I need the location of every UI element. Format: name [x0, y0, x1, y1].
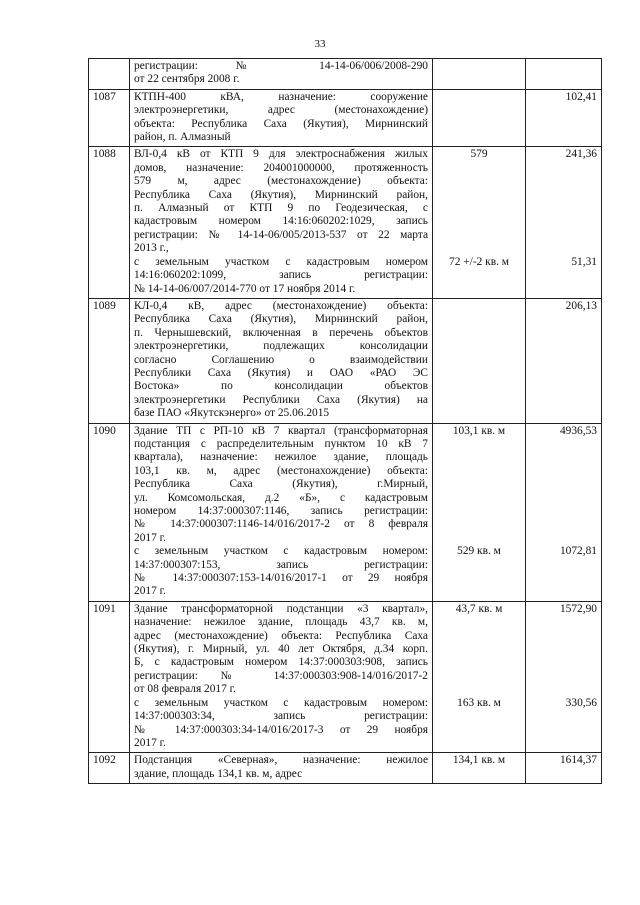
table-row: [89, 298, 602, 423]
land-plot-line: № 14:37:000307:153-14/016/2017-1 от 29 ноября: [134, 572, 428, 585]
object-size: 103,1 кв. м: [452, 424, 506, 437]
description-line: здание, площадь 134,1 кв. м, адрес: [134, 767, 303, 780]
description-line: электроэнергетики, адрес (местонахождение): [134, 104, 428, 117]
land-plot-line: с земельным участком с кадастровым номером: [134, 255, 428, 268]
property-registry-table: [88, 58, 602, 784]
description-line: регистрации: № 14:37:000303:908-14/016/2017-2: [134, 669, 428, 682]
description-line: от 22 сентября 2008 г.: [134, 73, 240, 86]
object-size-cell: [433, 147, 526, 298]
land-plot-value: 1072,81: [559, 545, 597, 558]
description-line: № 14:37:000307:1146-14/016/2017-2 от 8 февраля: [134, 518, 428, 531]
table-row: [89, 59, 602, 90]
land-plot-line: 14:37:000307:153, запись регистрации:: [134, 558, 428, 571]
description-line: п. Чернышевский, включенная в перечень объектов: [134, 326, 428, 339]
description-line: КЛ-0,4 кВ, адрес (местонахождение) объекта:: [134, 299, 428, 312]
land-plot-line: 14:16:060202:1099, запись регистрации:: [134, 269, 428, 282]
description-line: Здание ТП с РП-10 кВ 7 квартал (трансформаторная: [134, 424, 428, 437]
description-line: 103,1 кв. м, адрес (местонахождение) объекта:: [134, 464, 428, 477]
land-plot-line: 14:37:000303:34, запись регистрации:: [134, 710, 428, 723]
row-number: 1089: [89, 298, 130, 423]
land-plot-line: № 14:37:000303:34-14/016/2017-3 от 29 ноября: [134, 723, 428, 736]
row-number: 1092: [89, 753, 130, 784]
description-line: (Якутия), г. Мирный, ул. 40 лет Октября, д.34 корп.: [134, 643, 428, 656]
description-line: 2013 г.,: [134, 242, 169, 255]
description-line: Здание трансформаторной подстанции «3 квартал»,: [134, 602, 428, 615]
object-description: [130, 298, 433, 423]
table-row: [89, 89, 602, 147]
object-size: 134,1 кв. м: [452, 754, 506, 767]
row-number: 1088: [89, 147, 130, 298]
object-value: 1614,37: [559, 754, 597, 767]
description-line: 2017 г.: [134, 531, 166, 544]
table-row: [89, 423, 602, 601]
description-line: п. Алмазный от КТП 9 по Геодезическая, с: [134, 202, 428, 215]
object-description: [130, 753, 433, 784]
description-line: 579 м, адрес (местонахождение) объекта:: [134, 175, 428, 188]
description-line: домов, назначение: 204001000000, протяженность: [134, 161, 428, 174]
description-line: ул. Комсомольская, д.2 «Б», с кадастровым: [134, 491, 428, 504]
description-line: от 08 февраля 2017 г.: [134, 683, 236, 696]
description-line: Республика Саха (Якутия), г.Мирный,: [134, 478, 428, 491]
object-value-cell: [526, 147, 602, 298]
object-description: [130, 601, 433, 752]
object-description: [130, 147, 433, 298]
description-line: ВЛ-0,4 кВ от КТП 9 для электроснабжения жилых: [134, 148, 428, 161]
description-line: адрес (местонахождение) объекта: Республика Саха: [134, 629, 428, 642]
land-plot-line: 2017 г.: [134, 585, 166, 598]
land-plot-line: № 14-14-06/007/2014-770 от 17 ноября 2014 г.: [134, 282, 356, 295]
table-row: [89, 601, 602, 752]
description-line: регистрации: № 14-14-06/006/2008-290: [134, 60, 428, 72]
object-description: [130, 59, 433, 90]
description-line: Республика Саха (Якутия), Мирнинский район,: [134, 188, 428, 201]
object-value-cell: [526, 89, 602, 147]
row-number: [89, 59, 130, 90]
table-row: [89, 753, 602, 784]
description-line: Востока» по консолидации объектов: [134, 380, 428, 393]
object-size: 43,7 кв. м: [455, 602, 503, 615]
object-description: [130, 89, 433, 147]
description-line: КТПН-400 кВА, назначение: сооружение: [134, 90, 428, 103]
row-number: 1091: [89, 601, 130, 752]
page-number: 33: [314, 38, 326, 50]
object-value: 102,41: [565, 90, 597, 103]
object-size-cell: [433, 59, 526, 90]
description-line: Б, с кадастровым номером 14:37:000303:908, запись: [134, 656, 428, 669]
land-plot-value: 330,56: [565, 696, 597, 709]
land-plot-line: с земельным участком с кадастровым номером:: [134, 545, 428, 558]
description-line: согласно Соглашению о взаимодействии: [134, 353, 428, 366]
object-description: [130, 423, 433, 601]
object-size: 579: [470, 148, 488, 161]
object-size-cell: [433, 753, 526, 784]
description-line: электроэнергетики Республики Саха (Якутия) на: [134, 393, 428, 406]
table-row: [89, 147, 602, 298]
description-line: подстанция с распределительным пунктом 10 кВ 7: [134, 437, 428, 450]
object-value: 1572,90: [559, 602, 597, 615]
object-value: 241,36: [565, 148, 597, 161]
object-value-cell: [526, 753, 602, 784]
description-line: Подстанция «Северная», назначение: нежилое: [134, 754, 428, 767]
description-line: квартала), назначение: нежилое здание, площадь: [134, 451, 428, 464]
land-plot-line: 2017 г.: [134, 736, 166, 749]
object-value: 4936,53: [559, 424, 597, 437]
object-size-cell: [433, 601, 526, 752]
description-line: номером 14:37:000307:1146, запись регистрации:: [134, 505, 428, 517]
description-line: кадастровым номером 14:16:060202:1029, запись: [134, 215, 428, 228]
object-size-cell: [433, 298, 526, 423]
object-value: 206,13: [565, 299, 597, 312]
description-line: Республики Саха (Якутия) и ОАО «РАО ЭС: [134, 366, 428, 379]
object-value-cell: [526, 298, 602, 423]
land-plot-line: с земельным участком с кадастровым номером:: [134, 696, 428, 709]
object-value-cell: [526, 601, 602, 752]
row-number: 1090: [89, 423, 130, 601]
description-line: базе ПАО «Якутскэнерго» от 25.06.2015: [134, 407, 330, 420]
description-line: район, п. Алмазный: [134, 131, 231, 144]
description-line: назначение: нежилое здание, площадь 43,7 кв. м,: [134, 616, 428, 629]
object-size-cell: [433, 89, 526, 147]
description-line: Республика Саха (Якутия), Мирнинский район,: [134, 313, 428, 326]
land-plot-size: 72 +/-2 кв. м: [449, 255, 509, 268]
object-value-cell: [526, 59, 602, 90]
land-plot-size: 163 кв. м: [457, 696, 501, 709]
description-line: объекта: Республика Саха (Якутия), Мирнинский: [134, 117, 428, 130]
row-number: 1087: [89, 89, 130, 147]
object-size-cell: [433, 423, 526, 601]
description-line: регистрации: № 14-14-06/005/2013-537 от 22 марта: [134, 228, 428, 241]
land-plot-value: 51,31: [571, 255, 597, 268]
object-value-cell: [526, 423, 602, 601]
description-line: электроэнергетики, подлежащих консолидации: [134, 340, 428, 353]
land-plot-size: 529 кв. м: [457, 545, 501, 558]
registry-body: [89, 59, 602, 784]
